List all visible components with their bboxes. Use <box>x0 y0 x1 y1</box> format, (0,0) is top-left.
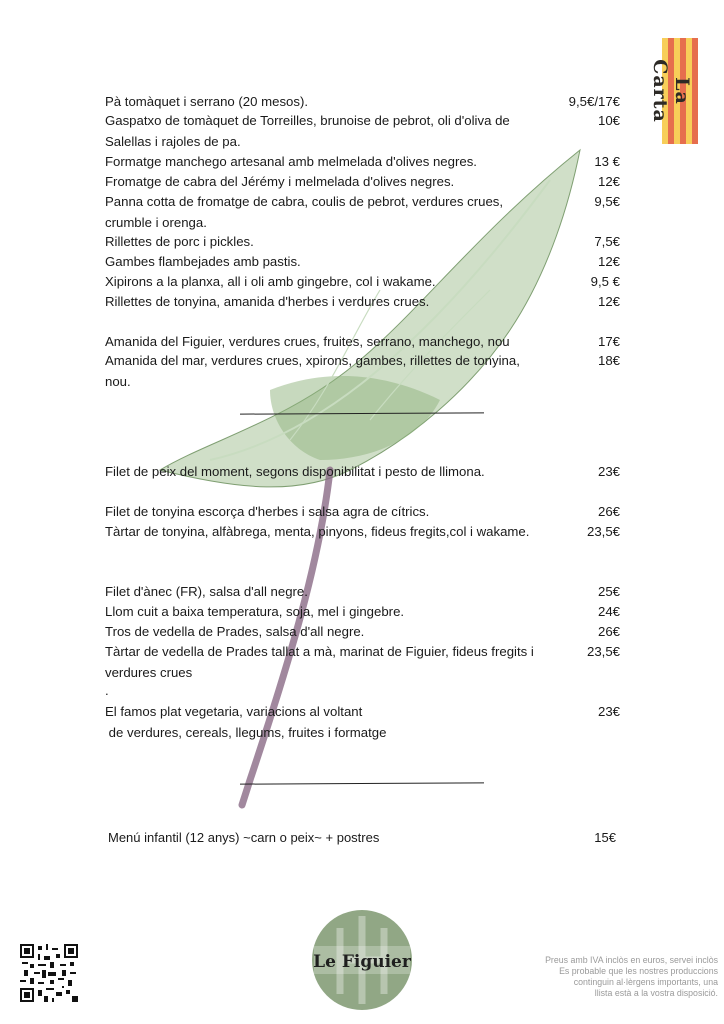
dish-price: 23,5€ <box>586 644 620 659</box>
dish-name: Formatge manchego artesanal amb melmelada d'olives negres. <box>105 154 477 169</box>
menu-item <box>105 642 620 683</box>
dish-name-line: El famos plat vegetaria, variacions al voltant <box>105 704 363 719</box>
logo-text: Le Figuier <box>313 952 411 972</box>
menu-item <box>105 252 620 273</box>
legal-line: continguin al·lèrgens importants, una <box>573 977 718 987</box>
dish-name: Gaspatxo de tomàquet de Torreilles, brunoise de pebrot, oli d'oliva de Salellas i rajoles de pa. <box>105 113 510 149</box>
dish-price: 18€ <box>597 353 620 368</box>
menu-item <box>105 192 620 233</box>
dish-name <box>105 702 545 743</box>
menu-item <box>105 622 620 643</box>
dish-price: 25€ <box>597 584 620 599</box>
dish-price: 12€ <box>597 174 620 189</box>
menu-item <box>105 332 620 353</box>
dish-price: 23,5€ <box>586 524 620 539</box>
dish-price: 17€ <box>597 334 620 349</box>
dish-name: Filet de peix del moment, segons disponibilitat i pesto de llimona. <box>105 464 485 479</box>
menu-item <box>105 522 620 543</box>
dish-price: 23€ <box>597 704 620 719</box>
dish-price: 26€ <box>597 624 620 639</box>
dish-name: Xipirons a la planxa, all i oli amb gingebre, col i wakame. <box>105 274 436 289</box>
dish-price: 9,5€ <box>594 194 620 209</box>
dish-price: 9,5€/17€ <box>568 94 620 109</box>
dish-name: Llom cuit a baixa temperatura, soja, mel i gingebre. <box>105 604 405 619</box>
dish-name: Tàrtar de tonyina, alfàbrega, menta, pinyons, fideus fregits,col i wakame. <box>105 524 530 539</box>
dish-name: Panna cotta de fromatge de cabra, coulis de pebrot, verdures crues, crumble i orenga. <box>105 194 504 230</box>
dish-price: 24€ <box>597 604 620 619</box>
menu-item <box>105 702 620 743</box>
legal-line: Es probable que les nostres produccions <box>559 966 718 976</box>
dish-name: Rillettes de tonyina, amanida d'herbes i verdures crues. <box>105 294 430 309</box>
le-figuier-logo <box>310 908 414 1012</box>
dish-name: Gambes flambejades amb pastis. <box>105 254 301 269</box>
dish-name-line: de verdures, cereals, llegums, fruites i formatge <box>105 724 387 740</box>
menu-item <box>105 272 620 293</box>
qr-code[interactable] <box>20 944 78 1002</box>
dish-name: Pà tomàquet i serrano (20 mesos). <box>105 94 309 109</box>
dish-price: 23€ <box>597 464 620 479</box>
dish-name: Filet d'ànec (FR), salsa d'all negre. <box>105 584 308 599</box>
dish-name: Tros de vedella de Prades, salsa d'all negre. <box>105 624 365 639</box>
dish-price: 9,5 € <box>590 274 620 289</box>
dish-price: 7,5€ <box>594 234 620 249</box>
menu-item <box>105 172 620 193</box>
menu-item <box>105 92 620 113</box>
dish-name: Amanida del mar, verdures crues, xpirons, gambes, rillettes de tonyina, nou. <box>105 353 520 389</box>
menu-item <box>105 292 620 313</box>
carta-title: La Carta <box>649 59 693 123</box>
kids-menu-name: Menú infantil (12 anys) ~carn o peix~ + postres <box>108 830 380 845</box>
dish-name: Fromatge de cabra del Jérémy i melmelada d'olives negres. <box>105 174 455 189</box>
dish-price: 13 € <box>594 154 620 169</box>
menu-item <box>105 602 620 623</box>
legal-line: Preus amb IVA inclòs en euros, servei inclòs <box>545 955 718 965</box>
la-carta-badge <box>649 38 698 144</box>
separator-dot: . <box>105 683 109 698</box>
dish-price: 10€ <box>597 113 620 128</box>
menu-item <box>105 582 620 603</box>
dish-name: Rillettes de porc i pickles. <box>105 234 254 249</box>
dish-name: Tàrtar de vedella de Prades tallat a mà, marinat de Figuier, fideus fregits i verdures crues <box>105 644 534 680</box>
legal-line: llista està a la vostra disposició. <box>594 988 718 998</box>
dish-name: Amanida del Figuier, verdures crues, fruites, serrano, manchego, nou <box>105 334 510 349</box>
menu-item <box>105 111 620 152</box>
dish-price: 26€ <box>597 504 620 519</box>
menu-item <box>105 351 620 392</box>
kids-menu <box>108 830 616 845</box>
kids-menu-price: 15€ <box>594 830 616 845</box>
dish-name: Filet de tonyina escorça d'herbes i salsa agra de cítrics. <box>105 504 430 519</box>
menu-item <box>105 462 620 483</box>
menu-item <box>105 232 620 253</box>
dish-price: 12€ <box>597 294 620 309</box>
menu-item <box>105 502 620 523</box>
legal-note <box>508 955 718 999</box>
menu-item <box>105 152 620 173</box>
dish-price: 12€ <box>597 254 620 269</box>
